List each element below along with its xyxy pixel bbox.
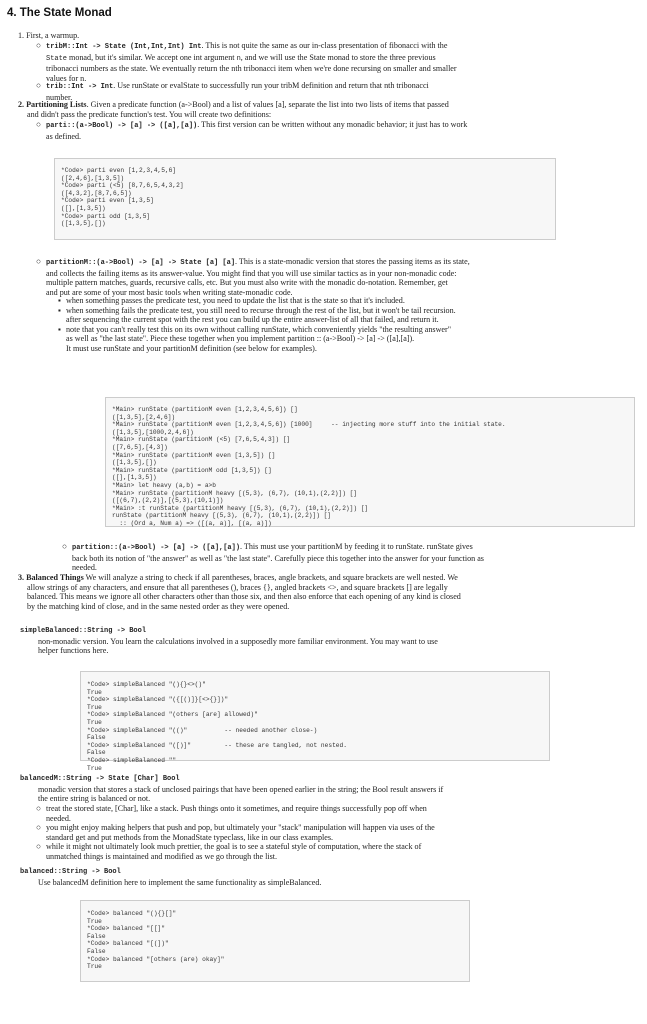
code-inline: State [46,54,68,63]
item-2 [18,100,638,119]
balancedm-def [20,775,640,804]
bullet-circle-icon: ○ [36,81,41,90]
text: and didn't pass the predicate function's test. You will create two definitions: [27,109,272,119]
text: and collects the failing items as its answer-value. You might find that you will use similar tactics as in your non-monadic code: [46,268,457,278]
code-block-simplebalanced [80,671,550,772]
text: . This first version can be written without any monadic behavior; it just has to work [197,120,468,129]
text: monadic version that stores a stack of unclosed pairings that have been opened earlier in the string; the Bool result answers if [38,784,444,794]
code-block-partitionm [105,397,635,527]
text: balanced. This means we ignore all other characters other than those six, and then also enforce that each opening of any kind is closed [27,592,461,602]
bullet-square-icon: ▪ [58,324,61,334]
bullet-square-icon: ▪ [58,305,61,315]
partitionm-signature: partitionM::(a->Bool) -> [a] -> State [a] [a] [46,259,236,267]
balanced-signature: balanced::String -> Bool [20,868,121,876]
bullet-circle-icon: ○ [36,842,41,852]
text: needed. [72,563,97,573]
text: note that you can't really test this on its own without calling runState, which conveniently yields "the resulting answer" [66,324,452,334]
code-block-balanced [80,900,470,982]
balancedm-signature: balancedM::String -> State [Char] Bool [20,775,180,783]
simplebalanced-signature: simpleBalanced::String -> Bool [20,627,147,635]
item-1a [36,41,636,83]
text: when something fails the predicate test, you still need to recurse through the rest of the list, but it won't be tail recursion. [66,305,456,315]
text: number. [46,92,73,102]
item-2a [36,120,636,141]
bullet-circle-icon: ○ [62,542,67,551]
code-text: *Code> simpleBalanced "(){}<>()" True *Code> simpleBalanced "({[()]}[<>{}])" True *Code> simpleBalanced "(others [are] allowed)" True *Code> simpleBalanced "(()" -- needed another close-) False *Code> simpleBalanced "([)]" -- these are tangled, not nested. False *Code> simpleBalanced "" True [87,681,347,772]
bullet-circle-icon: ○ [36,823,41,833]
text: It must use runState and your partitionM definition (see below for examples). [66,343,317,353]
text: . Use runState or evalState to successfully run your tribM definition and return that nth tribonacci [113,81,429,90]
item-1 [18,31,638,41]
trib-signature: trib::Int -> Int [46,83,114,91]
text: needed. [46,813,71,823]
section-title: 4. The State Monad [7,7,112,19]
text: as defined. [46,131,82,141]
item-2b [36,257,636,297]
item-2b-bullets [58,296,636,354]
balancedm-bullets [36,804,636,862]
text: back both its notion of "the answer" as well as "the last state". Carefully piece this together into the answer for your function as [72,553,484,563]
text: . This must use your partitionM by feeding it to runState. runState gives [240,542,473,551]
bullet-circle-icon: ○ [36,804,41,813]
balanced-def [20,868,640,887]
text: Use balancedM definition here to implement the same functionality as simpleBalanced. [38,877,322,887]
text: and put are some of your most basic tools when writing state-monadic code. [46,287,293,297]
text: We will analyze a string to check if all parentheses, braces, angle brackets, and square brackets are well nested. We [83,573,458,582]
text: allow strings of any characters, and ensure that all parentheses (), braces {}, angled brackets <>, and square brackets [] are legally [27,582,448,592]
code-text: *Code> balanced "(){}[]" True *Code> balanced "[[]" False *Code> balanced "[(])" False *Code> balanced "[others (are) okay]" True [87,910,225,971]
item-3 [18,573,638,611]
tribm-signature: tribM::Int -> State (Int,Int,Int) Int [46,43,202,51]
code-text: *Code> parti even [1,2,3,4,5,6] ([2,4,6],[1,3,5]) *Code> parti (<5) [8,7,6,5,4,3,2] ([4,3,2],[8,7,6,5]) *Code> parti even [1,3,5] ([],[1,3,5]) *Code> parti odd [1,3,5] ([1,3,5],[]) [61,167,184,228]
text: the entire string is balanced or not. [38,794,151,804]
text: non-monadic version. You learn the calculations involved in a supposedly more familiar environment. You may want to use [38,636,438,646]
partition-signature: partition::(a->Bool) -> [a] -> ([a],[a]) [72,544,241,552]
bullet-circle-icon: ○ [36,41,41,50]
text: multiple pattern matches, guards, recursive calls, etc. But you must also write with the monadic do-notation. Remember, get [46,278,448,288]
text: values for n. [46,73,87,83]
text: . Given a predicate function (a->Bool) and a list of values [a], separate the list into two lists of items that passed [86,100,449,109]
text: . This is a state-monadic version that stores the passing items as its state, [235,257,470,266]
text: by the matching kind of close, and in the same nested order as they were opened. [27,601,290,611]
bullet-circle-icon: ○ [36,120,41,129]
item-2c [62,542,638,573]
bullet-square-icon: ▪ [58,296,61,305]
text: , and we will use the State monad to store the three previous [240,52,436,62]
text: helper functions here. [38,646,109,656]
text: treat the stored state, [Char], like a stack. Push things onto it sometimes, and require things successfully pop off when [46,804,427,813]
code-inline: n [236,54,241,63]
code-text: *Main> runState (partitionM even [1,2,3,4,5,6]) [] ([1,3,5],[2,4,6]) *Main> runState (partitionM even [1,2,3,4,5,6]) [1000] -- injecting more stuff into the initial state. ([1,3,5],[1000,2,4,6]) *Main> runState (partitionM (<5) [7,6,5,4,3]) [] ([7,6,5],[4,3]) *Main> runState (partitionM even [1,3,5]) [] ([1,3,5],[]) *Main> runState (partitionM odd [1,3,5]) [] ([],[1,3,5]) *Main> let heavy (a,b) = a>b *Main> runState (partitionM heavy [(5,3), (6,7), (10,1),(2,2)]) [] ([(6,7),(2,2)],[(5,3),(10,1)]) *Main> :t runState (partitionM heavy [(5,3), (6,7), (10,1),(2,2)]) [] runState (partitionM heavy [(5,3), (6,7), (10,1),(2,2)]) [] :: (Ord a, Num a) => ([(a, a)], [(a, a)]) [112,406,506,527]
text: standard get and put methods from the MonadState typeclass, like in our class examples. [46,832,334,842]
simplebalanced-def [20,627,640,656]
text: monad, but it's similar. We accept one int argument [67,52,237,62]
item-1b [36,81,636,102]
text: while it might not ultimately look much prettier, the goal is to see a stateful style of computation, where the stack of [46,842,422,852]
item-3-heading: 3. Balanced Things [18,573,84,582]
text: you might enjoy making helpers that push and pop, but ultimately your "stack" manipulation will happen via uses of the [46,823,435,833]
bullet-circle-icon: ○ [36,257,41,266]
text: after sequencing the current spot with the rest you can build up the entire answer-list of all that failed, and return it. [66,315,439,325]
text: unmatched things is maintained and modified as we go through the list. [46,851,278,861]
item-1-intro: 1. First, a warmup. [18,31,80,40]
code-block-parti [54,158,556,240]
text: as well as "the last state". Piece these together when you implement partition :: (a->Bool) -> [a] -> ([a],[a]). [66,334,415,344]
item-2-heading: 2. Partitioning Lists [18,100,87,109]
text: when something passes the predicate test, you need to update the list that is the state so that it's included. [66,296,405,305]
parti-signature: parti::(a->Bool) -> [a] -> ([a],[a]) [46,122,198,130]
text: tribonacci numbers as the state. We eventually return the nth tribonacci item when we're done recursing on smaller and smaller [46,64,457,74]
text: . This is not quite the same as our in-class presentation of fibonacci with the [201,41,448,50]
